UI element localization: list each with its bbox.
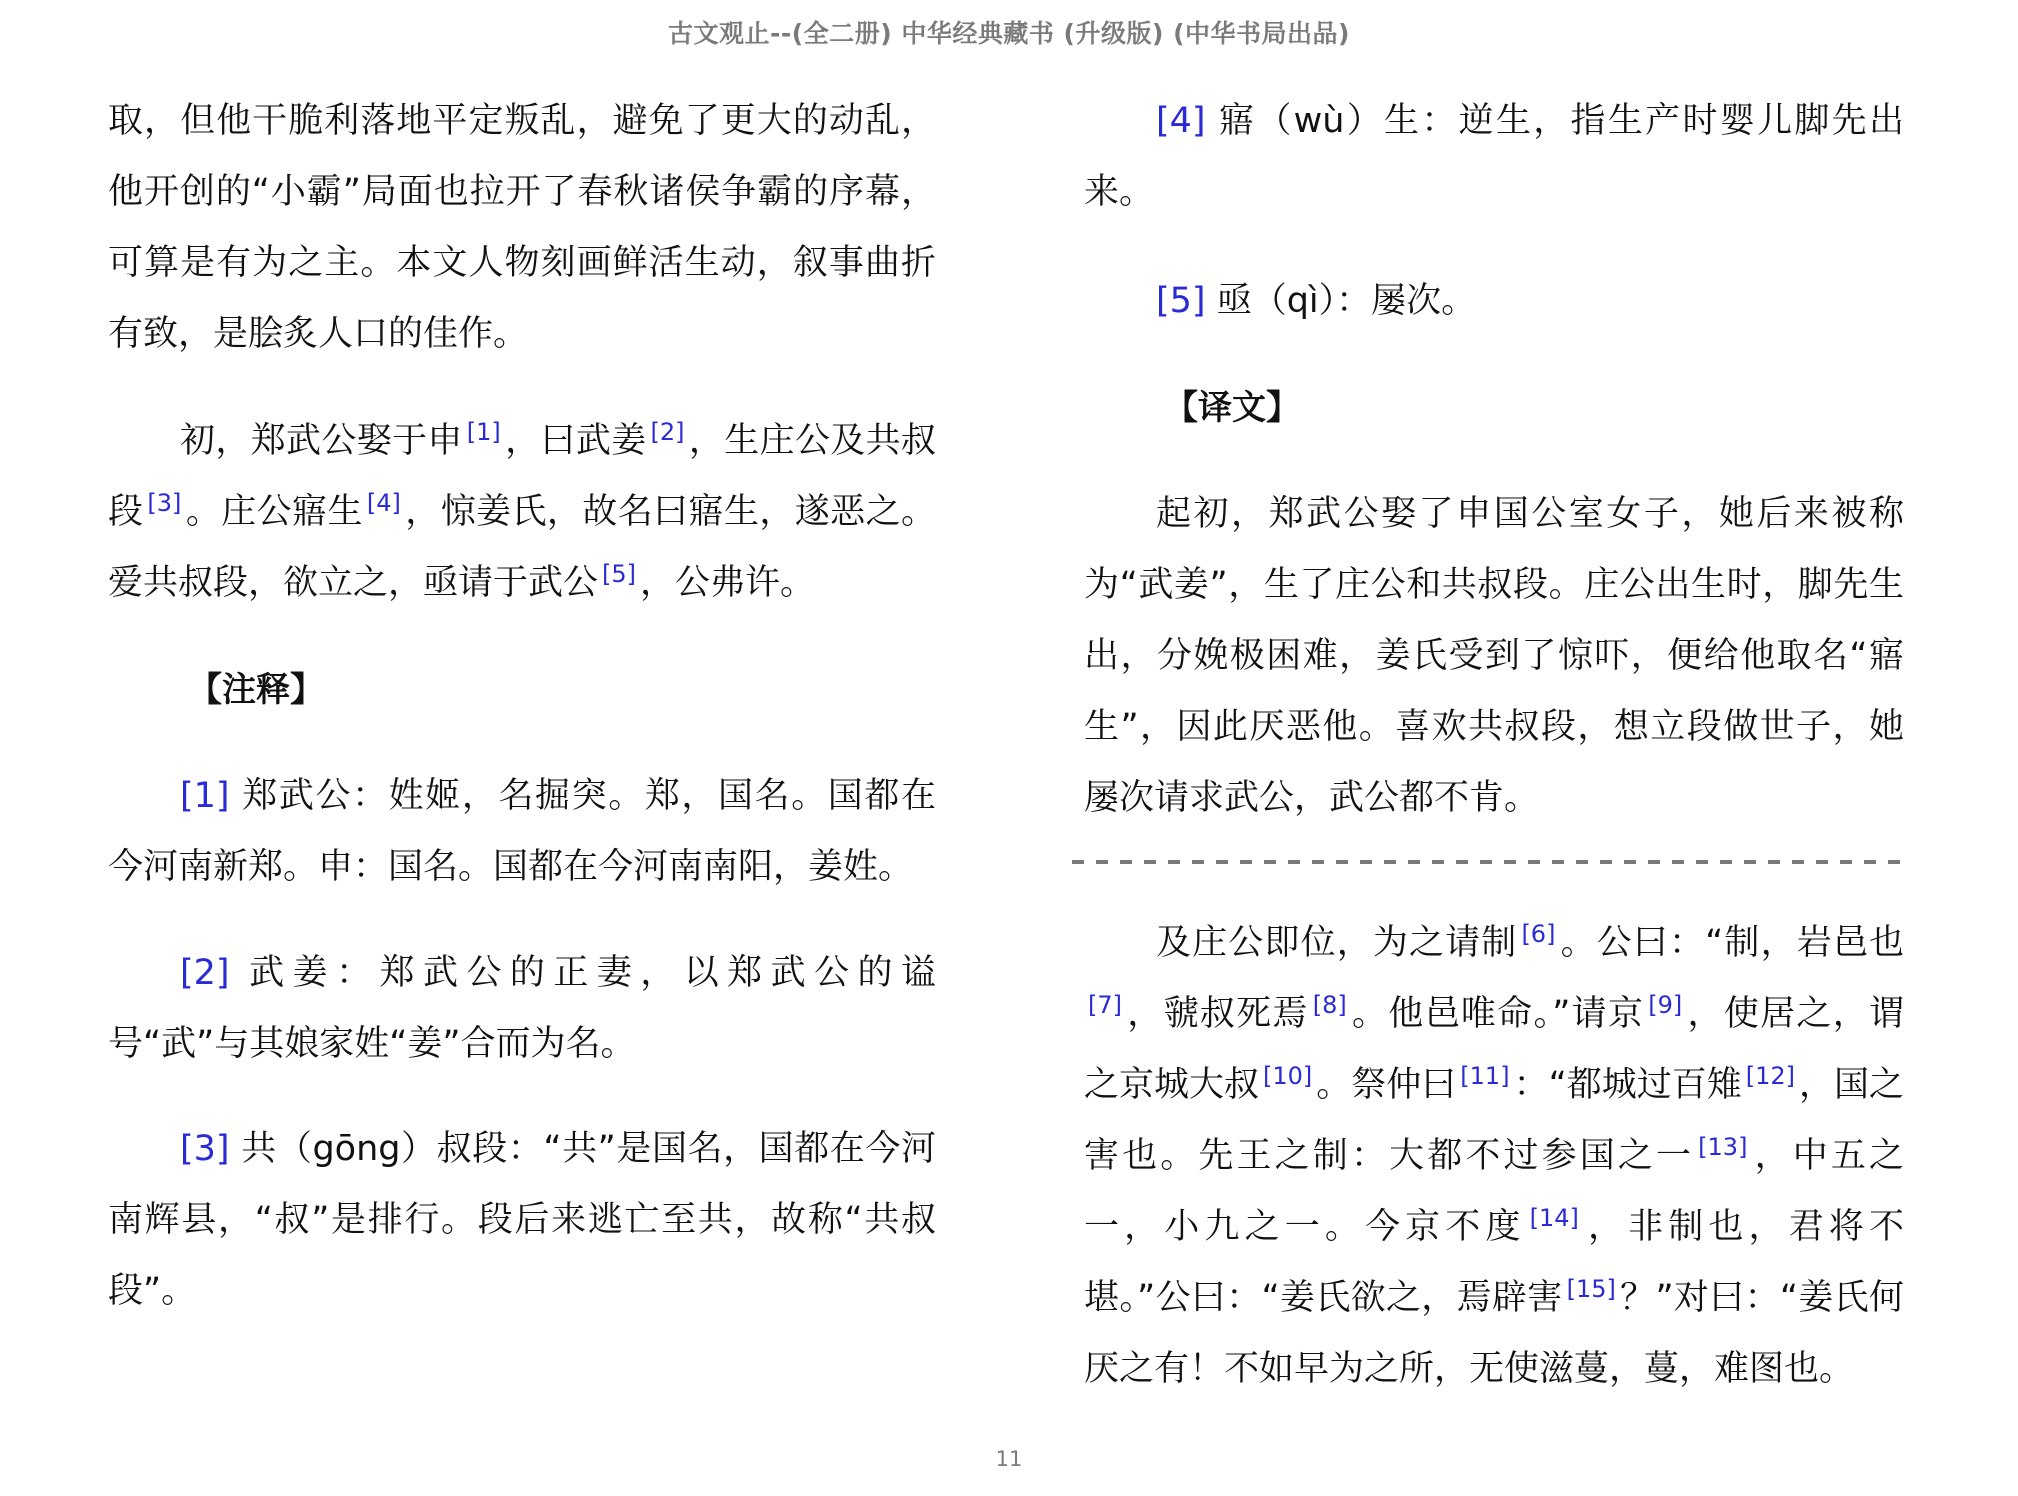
text-segment: ，曰武姜 [504, 421, 647, 461]
note-ref-15[interactable]: [15] [1566, 1275, 1616, 1303]
note-ref-7[interactable]: [7] [1088, 991, 1122, 1019]
text-segment: ？”对曰：“姜氏何厌之有！不如早为之所，无使滋蔓，蔓，难图也。 [1084, 1278, 1904, 1389]
note-ref-6[interactable]: [6] [1521, 920, 1556, 948]
note-number[interactable]: [3] [180, 1129, 230, 1169]
original-text-paragraph [108, 406, 936, 619]
note-number[interactable]: [5] [1156, 281, 1206, 321]
text-segment: ，虢叔死焉 [1126, 994, 1309, 1034]
text-segment: 初，郑武公娶于申 [180, 421, 463, 461]
page-number: 11 [995, 1447, 1023, 1471]
note-ref-10[interactable]: [10] [1263, 1062, 1313, 1090]
note-ref-13[interactable]: [13] [1698, 1133, 1748, 1161]
note-text: 共（gōng）叔段：“共”是国名，国都在今河南辉县，“叔”是排行。段后来逃亡至共，故称“共叔段”。 [108, 1129, 936, 1311]
translation-paragraph: 起初，郑武公娶了申国公室女子，她后来被称为“武姜”，生了庄公和共叔段。庄公出生时，脚先生出，分娩极困难，姜氏受到了惊吓，便给他取名“寤生”，因此厌恶他。喜欢共叔段，想立段做世子，她屡次请求武公，武公都不肯。 [1084, 494, 1904, 818]
note-ref-12[interactable]: [12] [1745, 1062, 1795, 1090]
text-segment: ：“都城过百雉 [1513, 1065, 1742, 1105]
note-number[interactable]: [2] [180, 953, 230, 993]
book-title-header: 古文观止--(全二册) 中华经典藏书 (升级版) (中华书局出品) [668, 19, 1350, 48]
note-text: 郑武公：姓姬，名掘突。郑，国名。国都在今河南新郑。申：国名。国都在今河南南阳，姜姓。 [108, 776, 936, 887]
note-text: 武姜：郑武公的正妻，以郑武公的谥号“武”与其娘家姓“姜”合而为名。 [108, 953, 936, 1064]
note-item-3 [108, 1114, 936, 1327]
translation-heading: 【译文】 [1164, 388, 1300, 428]
note-ref-1[interactable]: [1] [466, 418, 501, 446]
note-number[interactable]: [4] [1156, 101, 1206, 141]
note-ref-14[interactable]: [14] [1529, 1204, 1579, 1232]
text-segment: 及庄公即位，为之请制 [1156, 923, 1518, 963]
note-ref-3[interactable]: [3] [147, 489, 182, 517]
text-segment: ，国之害也。先王之制：大都不过参国之一 [1084, 1065, 1904, 1176]
section-divider [1072, 860, 1902, 864]
note-ref-5[interactable]: [5] [602, 560, 637, 588]
note-item-5 [1084, 266, 1904, 337]
note-number[interactable]: [1] [180, 776, 230, 816]
note-item-1 [108, 761, 936, 903]
note-ref-2[interactable]: [2] [650, 418, 685, 446]
text-segment: ，使居之，谓之京城大叔 [1084, 994, 1904, 1105]
text-segment: 。公曰：“制，岩邑也 [1559, 923, 1904, 963]
note-ref-8[interactable]: [8] [1312, 991, 1347, 1019]
text-segment: ，生庄公及共叔段 [108, 421, 936, 532]
note-ref-4[interactable]: [4] [366, 489, 401, 517]
note-ref-9[interactable]: [9] [1648, 991, 1683, 1019]
text-segment: ，惊姜氏，故名曰寤生，遂恶之。爱共叔段，欲立之，亟请于武公 [108, 492, 936, 603]
text-segment: 。祭仲曰 [1316, 1065, 1457, 1105]
text-segment: 。他邑唯命。”请京 [1350, 994, 1645, 1034]
note-item-2 [108, 938, 936, 1080]
text-segment: 。庄公寤生 [185, 492, 363, 532]
note-ref-11[interactable]: [11] [1460, 1062, 1510, 1090]
original-text-paragraph-2 [1084, 908, 1904, 1405]
notes-heading: 【注释】 [188, 670, 324, 710]
text-segment: ，公弗许。 [640, 563, 816, 603]
note-text: 亟（qì）：屡次。 [1216, 281, 1477, 321]
note-text: 寤（wù）生：逆生，指生产时婴儿脚先出来。 [1084, 101, 1904, 212]
note-item-4 [1084, 86, 1904, 228]
text-segment: ，非制也，君将不堪。”公曰：“姜氏欲之，焉辟害 [1084, 1207, 1904, 1318]
intro-paragraph-tail: 取，但他干脆利落地平定叛乱，避免了更大的动乱，他开创的“小霸”局面也拉开了春秋诸侯争霸的序幕，可算是有为之主。本文人物刻画鲜活生动，叙事曲折有致，是脍炙人口的佳作。 [108, 101, 936, 354]
text-segment: ，中五之一，小九之一。今京不度 [1084, 1136, 1904, 1247]
